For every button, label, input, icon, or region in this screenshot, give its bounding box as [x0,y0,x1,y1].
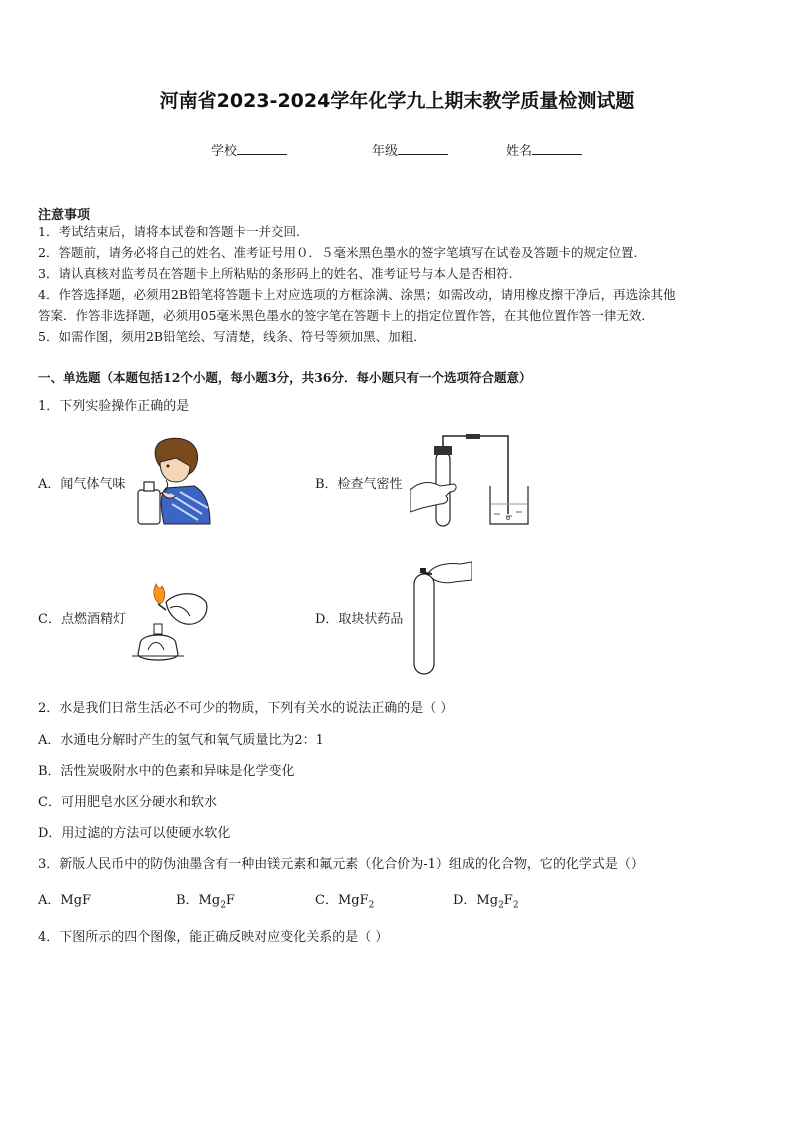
grade-label: 年级 [372,144,399,159]
smell-gas-figure [136,436,212,526]
grade-blank [398,142,448,155]
grade-field [372,140,448,159]
q1-stem: 1．下列实验操作正确的是 [38,399,190,414]
q4-stem: 4．下图所示的四个图像，能正确反映对应变化关系的是（ ） [38,930,389,945]
section-heading: 一、单选题（本题包括12个小题，每小题3分，共36分．每小题只有一个选项符合题意） [38,370,532,385]
q2-option-d: D．用过滤的方法可以使硬水软化 [38,826,231,841]
school-field [211,140,287,159]
q1-option-d: D．取块状药品 [315,612,404,627]
school-blank [237,142,287,155]
q3-d-sub1: 2 [498,900,504,911]
school-label: 学校 [211,144,238,159]
notice-item: 3．请认真核对监考员在答题卡上所粘贴的条形码上的姓名、准考证号与本人是否相符. [38,266,513,281]
solid-reagent-figure [410,560,472,676]
q3-c-sub: 2 [368,900,375,911]
page-title: 河南省2023-2024学年化学九上期末教学质量检测试题 [159,90,635,112]
q2-option-a: A．水通电分解时产生的氢气和氧气质量比为2：1 [38,733,324,748]
name-blank [532,142,582,155]
alcohol-lamp-figure [126,574,212,664]
name-label: 姓名 [506,144,533,159]
notice-heading: 注意事项 [38,208,91,223]
notice-item: 4．作答选择题，必须用2B铅笔将答题卡上对应选项的方框涂满、涂黑；如需改动，请用橡皮擦干净后，再选涂其他 [38,287,676,302]
q3-d-text: D．Mg [453,893,499,908]
q3-b-text: B．Mg [176,893,221,908]
q2-option-b: B．活性炭吸附水中的色素和异味是化学变化 [38,764,295,779]
q3-option-c [315,889,374,911]
q3-b-tail: F [225,893,235,908]
q2-stem: 2．水是我们日常生活必不可少的物质，下列有关水的说法正确的是（ ） [38,701,454,716]
airtight-check-figure [410,434,534,528]
q3-stem: 3．新版人民币中的防伪油墨含有一种由镁元素和氟元素（化合价为-1）组成的化合物，它的化学式是（） [38,857,644,872]
q3-d-sub2: 2 [512,900,519,911]
q2-option-c: C．可用肥皂水区分硬水和软水 [38,795,217,810]
q1-option-c: C．点燃酒精灯 [38,612,126,627]
q1-option-a: A．闻气体气味 [38,477,126,492]
notice-item: 答案．作答非选择题，必须用05毫米黑色墨水的签字笔在答题卡上的指定位置作答，在其他位置作答一律无效． [38,308,654,323]
q3-b-sub: 2 [220,900,226,911]
notice-item: 5．如需作图，须用2B铅笔绘、写清楚，线条、符号等须加黑、加粗． [38,329,426,344]
notice-item: 1．考试结束后，请将本试卷和答题卡一并交回. [38,224,300,239]
q3-option-d [453,889,519,911]
q3-option-b [176,889,235,911]
notice-item: 2．答题前，请务必将自己的姓名、准考证号用０．５毫米黑色墨水的签字笔填写在试卷及答题卡的规定位置. [38,245,638,260]
q3-option-a: A．MgF [38,893,92,908]
q3-d-mid: F [503,893,513,908]
name-field [506,140,582,159]
q1-option-b: B．检查气密性 [315,477,403,492]
q3-c-text: C．MgF [315,893,369,908]
